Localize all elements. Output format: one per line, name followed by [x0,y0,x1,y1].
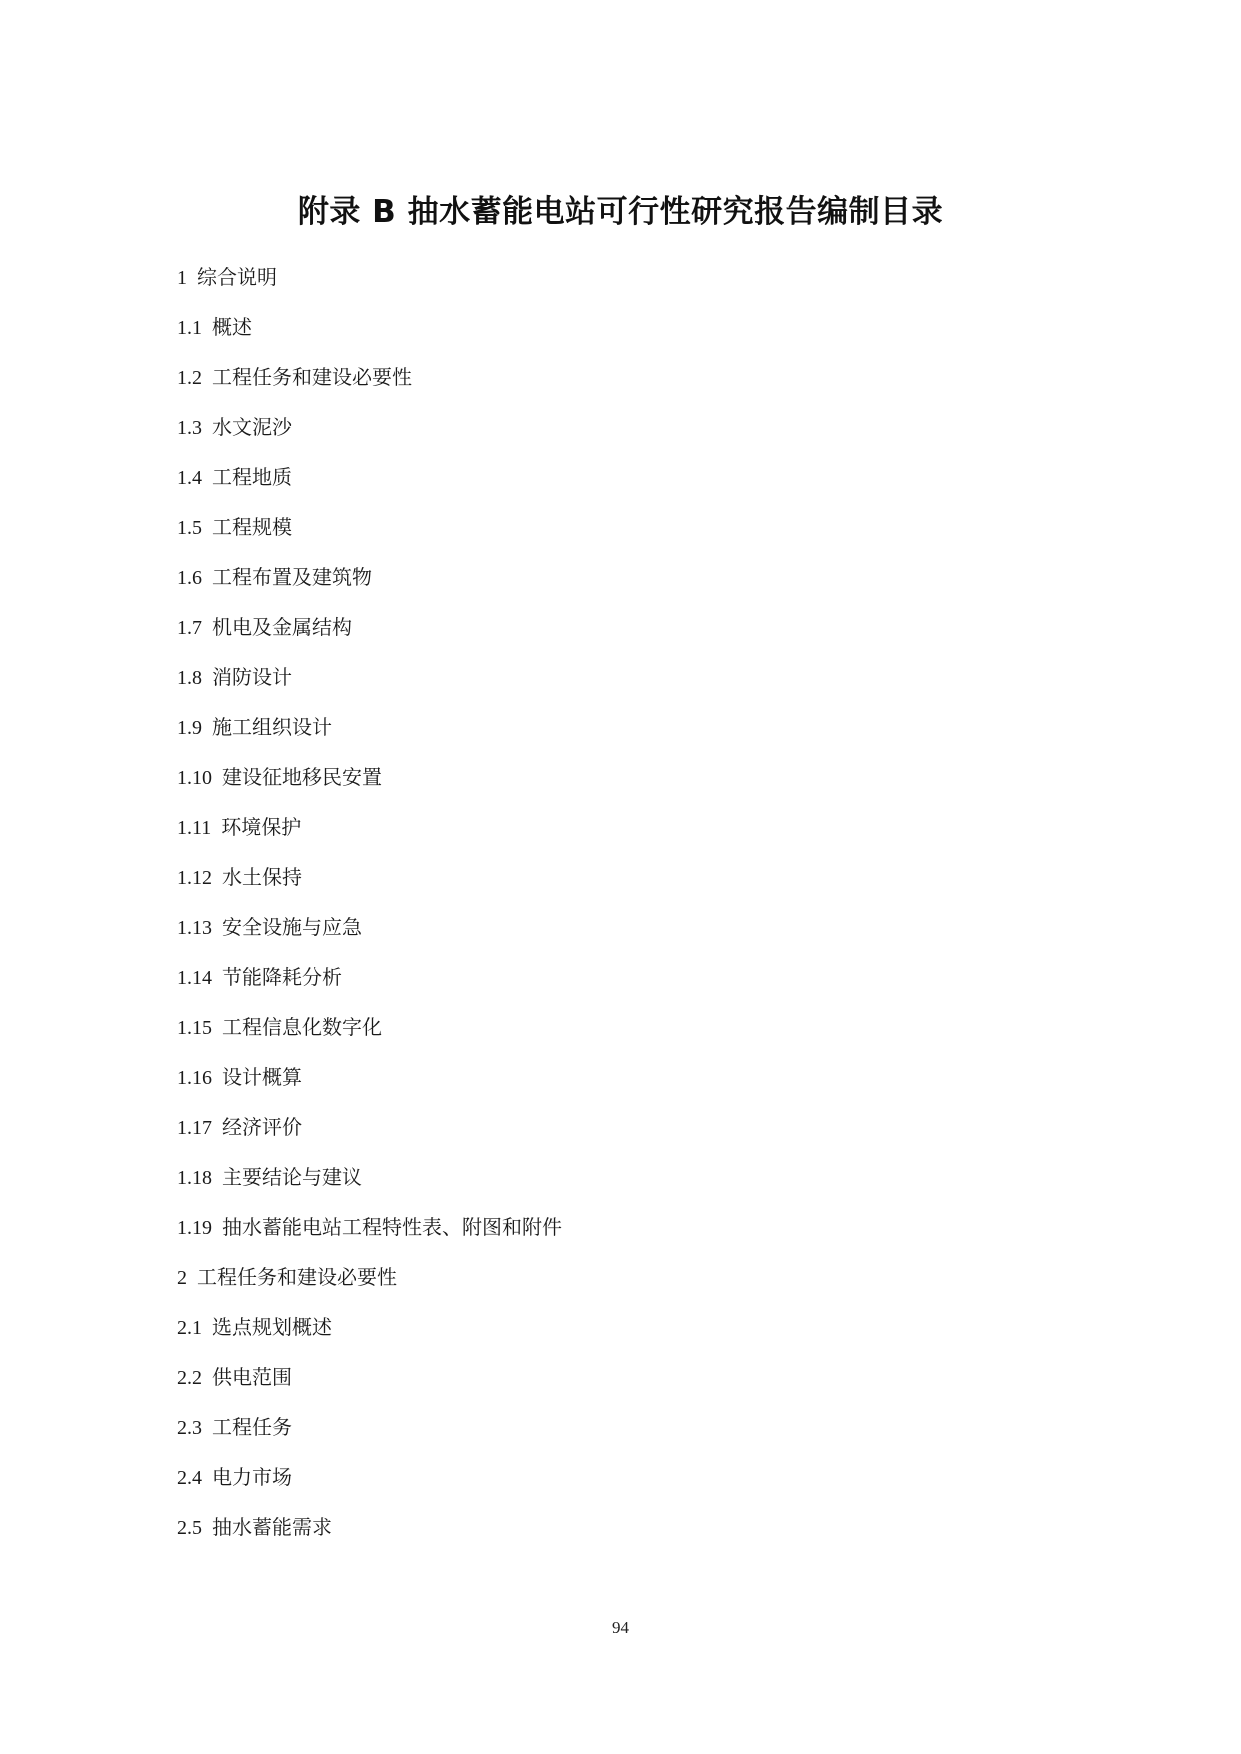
toc-entry [177,612,1077,662]
toc-entry-number: 2.5 [177,1517,202,1539]
toc-entry-text: 主要结论与建议 [222,1165,362,1189]
toc-entry [177,662,1077,712]
toc-entry-text: 供电范围 [212,1365,292,1389]
toc-entry-text: 消防设计 [212,665,292,689]
toc-entry [177,1062,1077,1112]
toc-entry-number: 2.3 [177,1417,202,1439]
toc-entry-number: 2.4 [177,1467,202,1489]
toc-entry-number: 1.16 [177,1067,212,1089]
toc-entry [177,712,1077,762]
toc-entry-number: 1.17 [177,1117,212,1139]
toc-entry-text: 安全设施与应急 [222,915,362,939]
toc-entry [177,1262,1077,1312]
toc-entry-number: 1.14 [177,967,212,989]
toc-entry-number: 1.9 [177,717,202,739]
toc-entry-number: 1.19 [177,1217,212,1239]
toc-entry [177,1412,1077,1462]
toc-entry-number: 1.8 [177,667,202,689]
toc-entry [177,1012,1077,1062]
toc-entry [177,1512,1077,1562]
toc-entry-number: 1.13 [177,917,212,939]
toc-entry-text: 选点规划概述 [212,1315,332,1339]
toc-entry-text: 工程任务 [212,1415,292,1439]
toc-entry-number: 1.1 [177,317,202,339]
toc-entry-text: 施工组织设计 [212,715,332,739]
toc-entry [177,962,1077,1012]
toc-entry-number: 1 [177,267,187,289]
toc-entry-text: 抽水蓄能电站工程特性表、附图和附件 [222,1215,562,1239]
toc-entry [177,1112,1077,1162]
toc-entry-text: 抽水蓄能需求 [212,1515,332,1539]
toc-entry [177,1162,1077,1212]
toc-entry-text: 水土保持 [222,865,302,889]
toc-entry-number: 1.5 [177,517,202,539]
toc-entry [177,362,1077,412]
toc-entry-text: 节能降耗分析 [222,965,342,989]
toc-entry [177,412,1077,462]
toc-entry [177,1212,1077,1262]
page-number: 94 [612,1618,629,1637]
table-of-contents [177,262,1077,1562]
toc-entry-text: 工程规模 [212,515,292,539]
toc-entry-text: 工程任务和建设必要性 [197,1265,397,1289]
toc-entry-number: 1.18 [177,1167,212,1189]
toc-entry-text: 水文泥沙 [212,415,292,439]
toc-entry [177,862,1077,912]
toc-entry [177,312,1077,362]
toc-entry-number: 1.6 [177,567,202,589]
toc-entry-number: 1.11 [177,817,212,839]
toc-entry [177,1462,1077,1512]
toc-entry-text: 经济评价 [222,1115,302,1139]
toc-entry-text: 概述 [212,315,252,339]
toc-entry-number: 1.10 [177,767,212,789]
toc-entry-text: 工程信息化数字化 [222,1015,382,1039]
toc-entry-text: 环境保护 [221,815,302,839]
toc-entry [177,762,1077,812]
toc-entry-number: 1.12 [177,867,212,889]
toc-entry-number: 1.3 [177,417,202,439]
toc-entry-number: 2.2 [177,1367,202,1389]
toc-entry-number: 2.1 [177,1317,202,1339]
toc-entry-number: 1.7 [177,617,202,639]
toc-entry-number: 1.15 [177,1017,212,1039]
toc-entry [177,562,1077,612]
toc-entry [177,462,1077,512]
toc-entry [177,912,1077,962]
toc-entry [177,262,1077,312]
toc-entry-number: 1.2 [177,367,202,389]
toc-entry-text: 设计概算 [222,1065,302,1089]
page-title: 附录 B 抽水蓄能电站可行性研究报告编制目录 [297,194,944,230]
toc-entry-number: 2 [177,1267,187,1289]
toc-entry [177,812,1077,862]
toc-entry-text: 工程布置及建筑物 [212,565,372,589]
toc-entry-text: 电力市场 [212,1465,292,1489]
toc-entry [177,1362,1077,1412]
toc-entry-text: 工程任务和建设必要性 [212,365,412,389]
toc-entry-text: 综合说明 [197,265,277,289]
toc-entry-number: 1.4 [177,467,202,489]
toc-entry [177,512,1077,562]
toc-entry-text: 工程地质 [212,465,292,489]
toc-entry-text: 建设征地移民安置 [222,765,382,789]
toc-entry-text: 机电及金属结构 [212,615,352,639]
toc-entry [177,1312,1077,1362]
